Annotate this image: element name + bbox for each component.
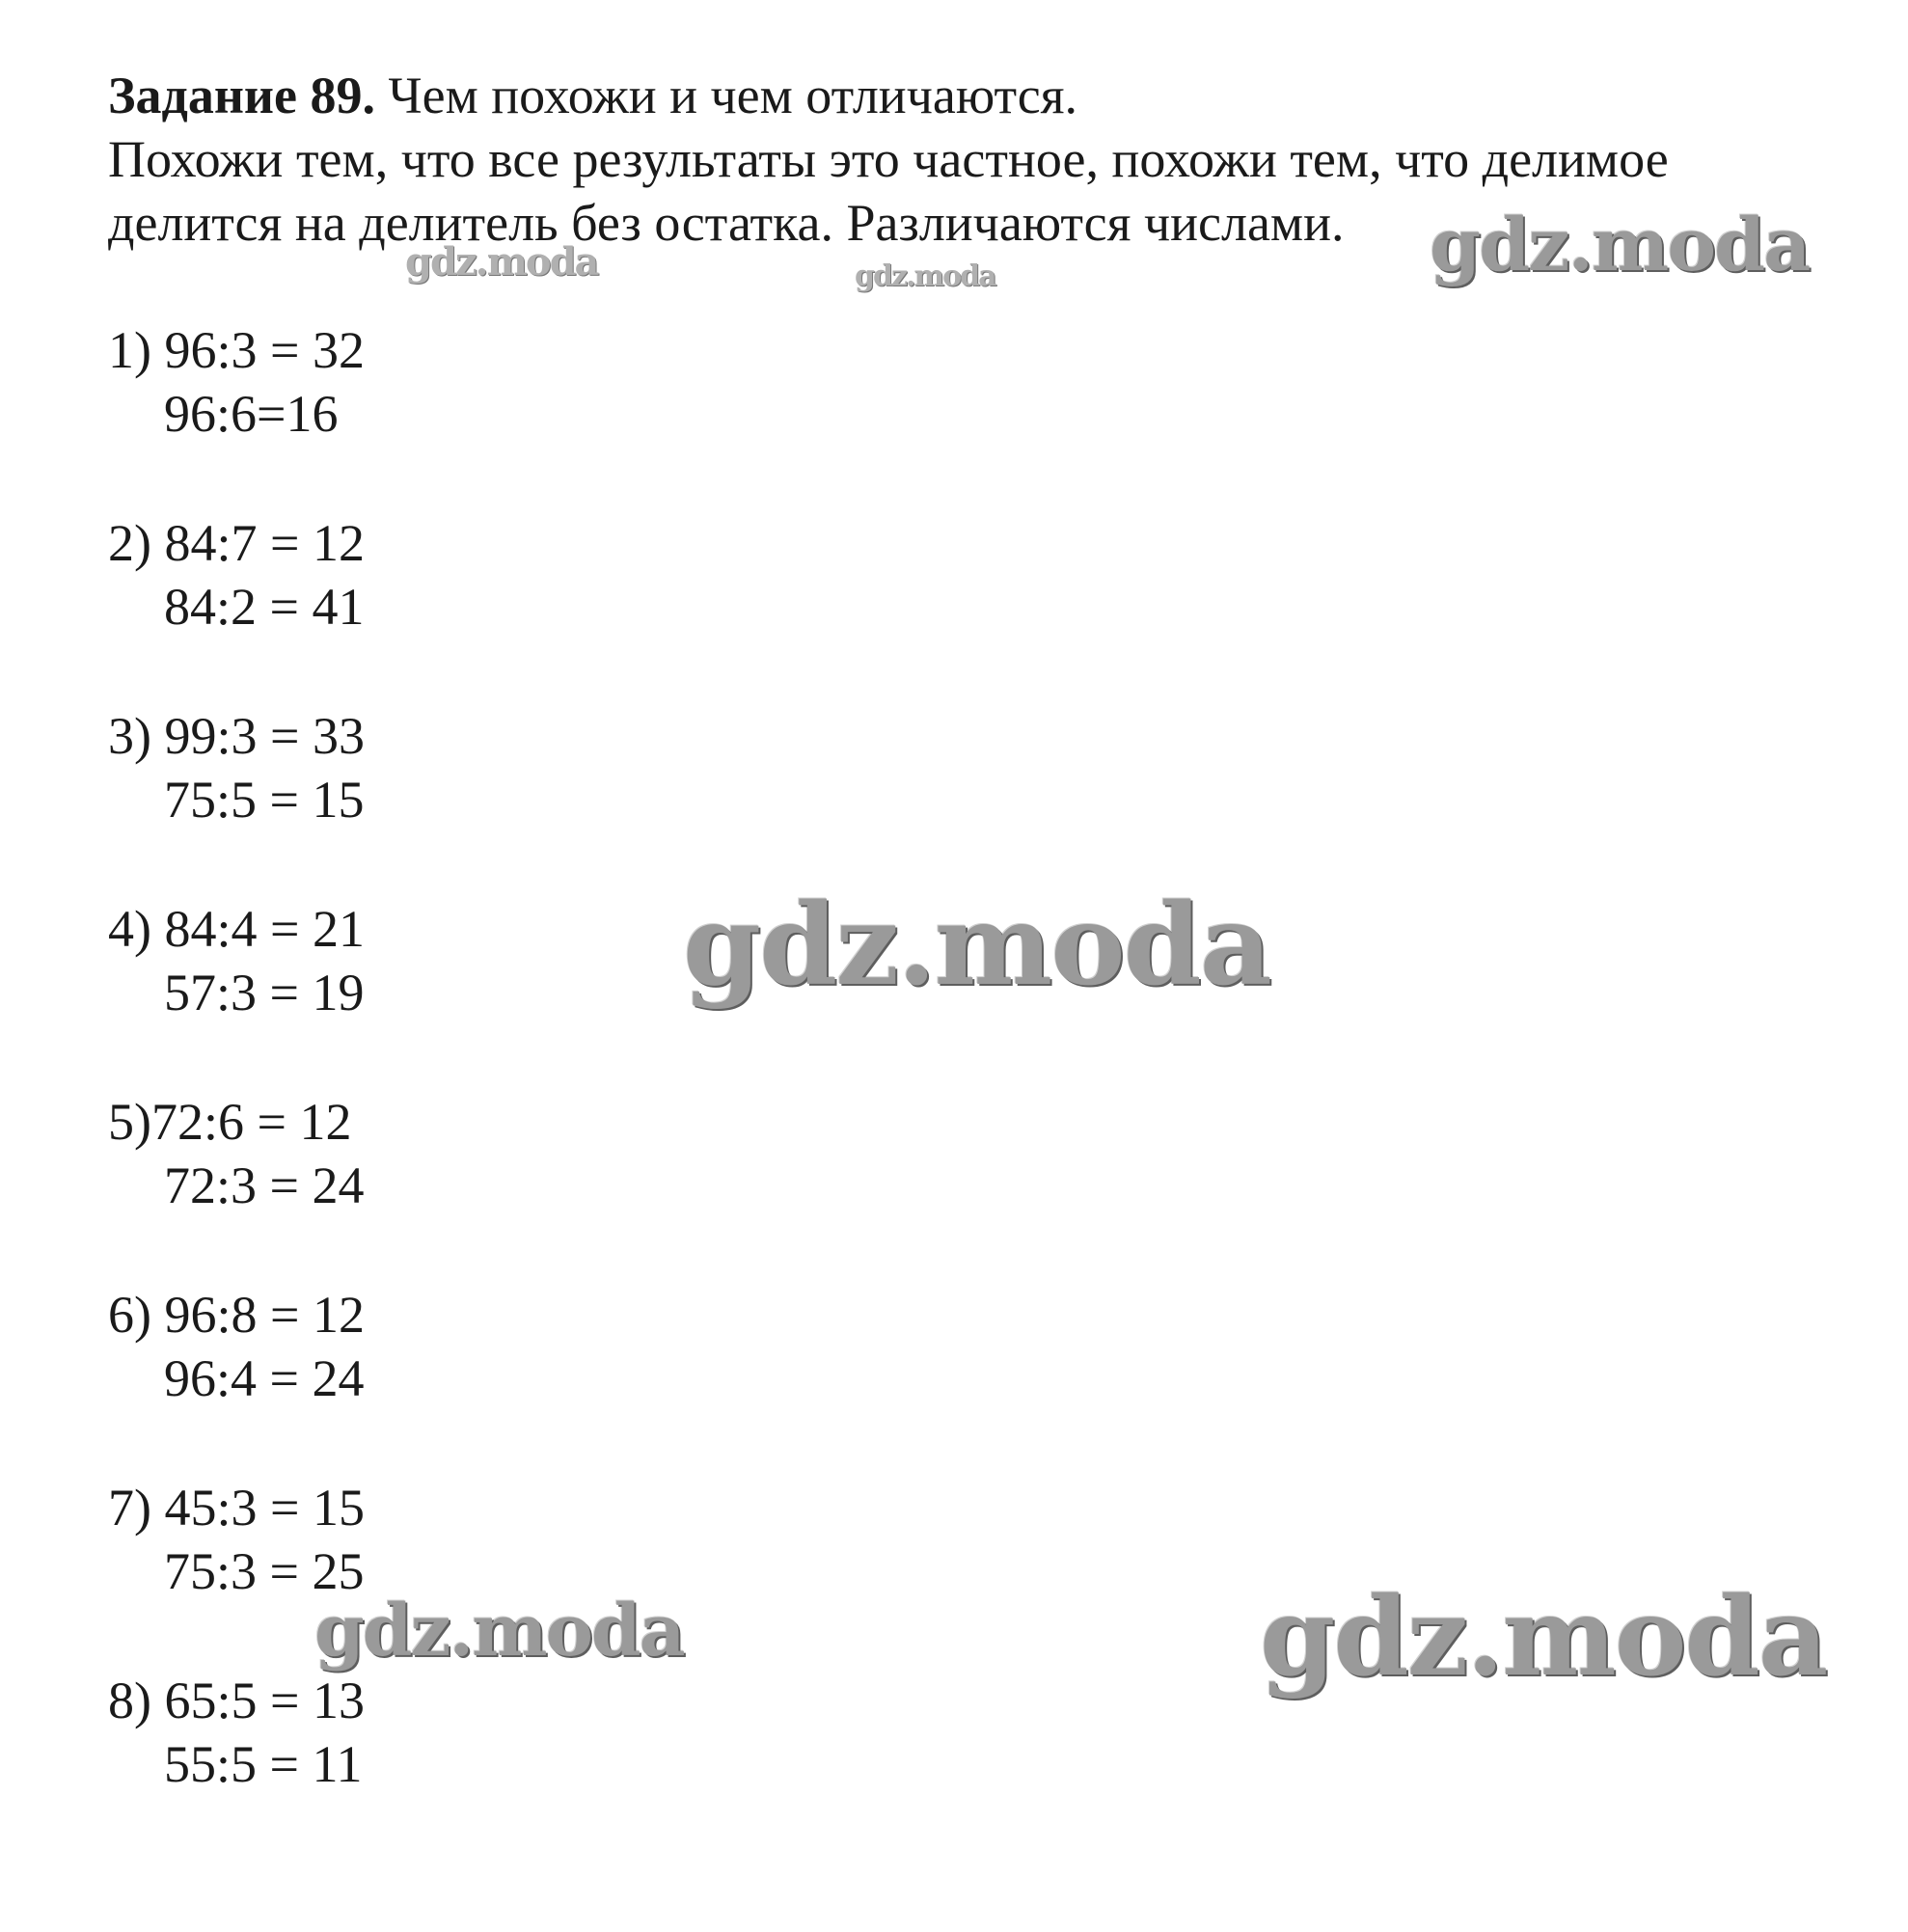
- task-heading: [108, 64, 1077, 127]
- exercise-6-first: 6) 96:8 = 12: [108, 1286, 365, 1344]
- task-question: Чем похожи и чем отличаются.: [375, 67, 1078, 124]
- exercise-1-second: 96:6=16: [164, 385, 339, 443]
- watermark-top-left-small: gdz.moda: [405, 239, 598, 285]
- exercise-4-first: 4) 84:4 = 21: [108, 900, 365, 958]
- watermark-bottom-left: gdz.moda: [314, 1590, 684, 1673]
- exercise-8-first: 8) 65:5 = 13: [108, 1672, 365, 1729]
- watermark-top-right: gdz.moda: [1430, 202, 1810, 287]
- watermark-center: gdz.moda: [683, 880, 1270, 1011]
- exercise-2-second: 84:2 = 41: [164, 578, 365, 636]
- exercise-8-second: 55:5 = 11: [164, 1735, 363, 1793]
- answer-line-1: Похожи тем, что все результаты это частное, похожи тем, что делимое: [108, 130, 1669, 188]
- exercise-5-first: 5)72:6 = 12: [108, 1093, 352, 1151]
- exercise-7-second: 75:3 = 25: [164, 1542, 365, 1600]
- exercise-3-second: 75:5 = 15: [164, 771, 365, 829]
- watermark-bottom-right: gdz.moda: [1260, 1574, 1827, 1701]
- exercise-2-first: 2) 84:7 = 12: [108, 514, 365, 572]
- watermark-top-center-small: gdz.moda: [855, 259, 995, 293]
- exercise-1-first: 1) 96:3 = 32: [108, 321, 365, 379]
- task-number-label: Задание 89.: [108, 67, 376, 124]
- exercise-3-first: 3) 99:3 = 33: [108, 707, 365, 765]
- answer-line-2: делится на делитель без остатка. Различаются числами.: [108, 194, 1345, 252]
- exercise-4-second: 57:3 = 19: [164, 964, 365, 1021]
- exercise-5-second: 72:3 = 24: [164, 1156, 365, 1214]
- exercise-6-second: 96:4 = 24: [164, 1349, 365, 1407]
- exercise-7-first: 7) 45:3 = 15: [108, 1479, 365, 1537]
